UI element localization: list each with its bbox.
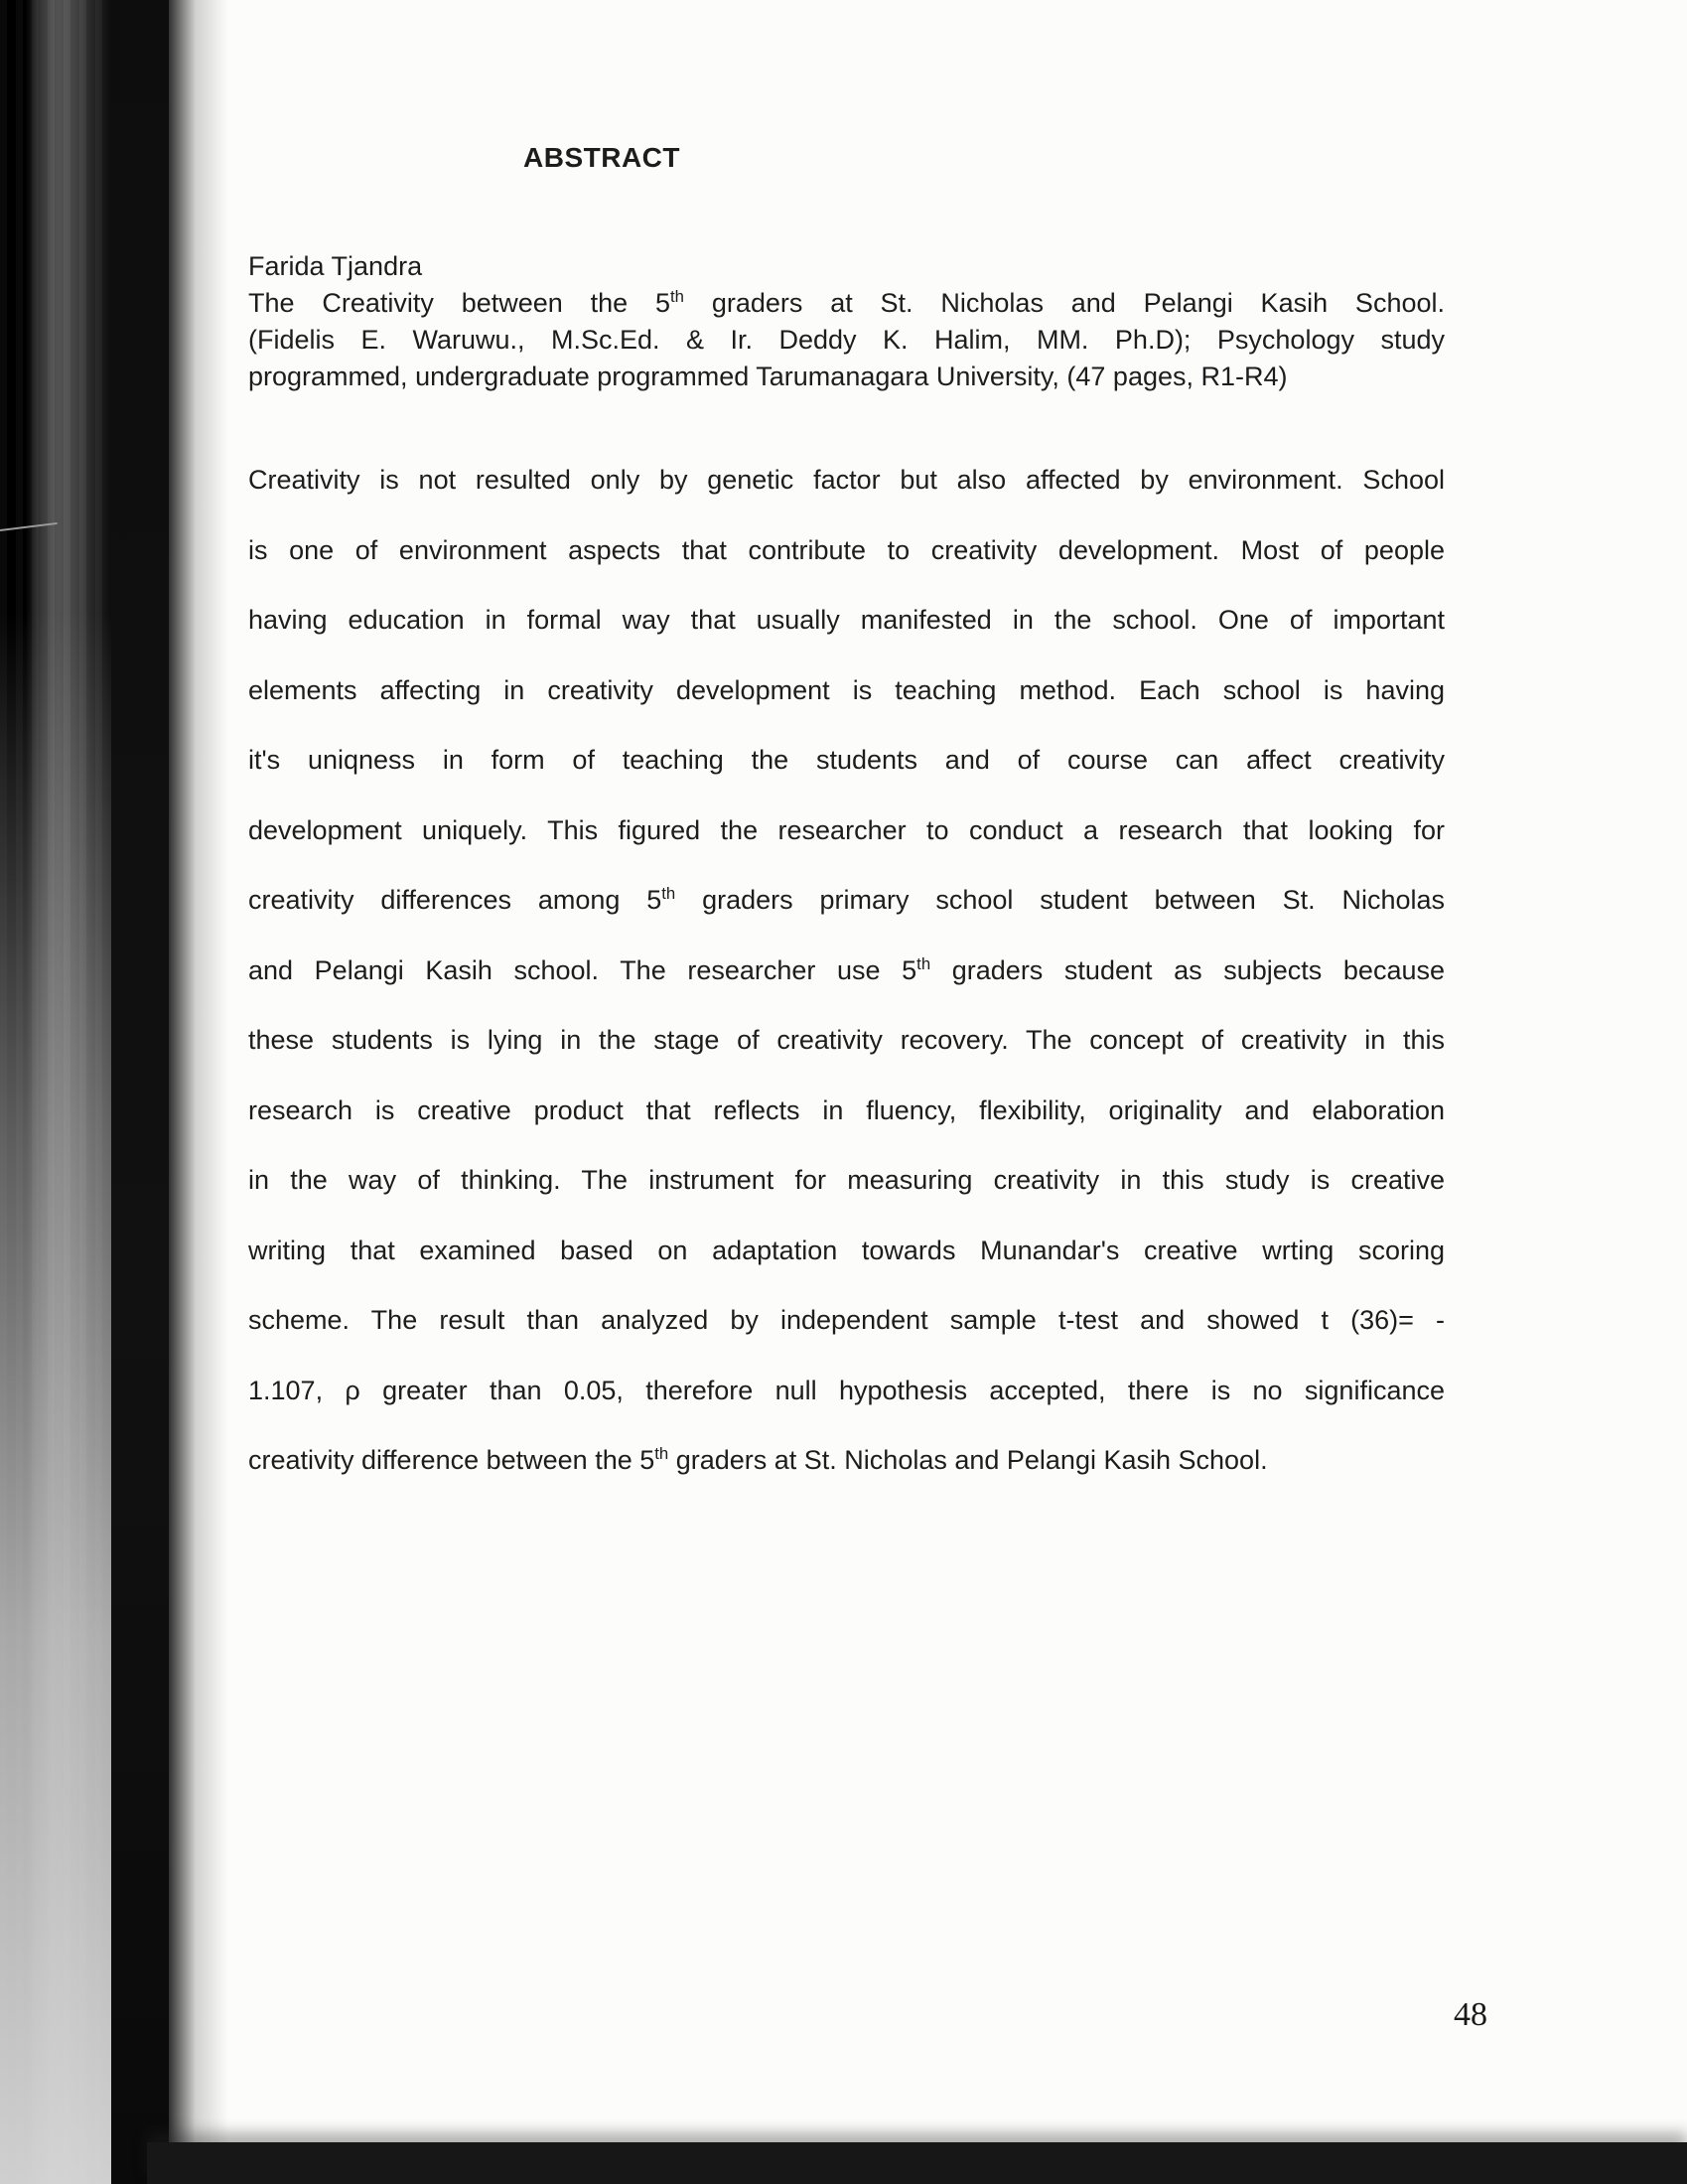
abstract-line: and Pelangi Kasih school. The researcher use 5th graders student as subjects because xyxy=(248,953,1445,985)
abstract-line: Creativity is not resulted only by genetic factor but also affected by environment. School xyxy=(248,465,1445,495)
bottom-scan-edge xyxy=(147,2142,1687,2184)
page-title: ABSTRACT xyxy=(523,142,680,173)
page-number: 48 xyxy=(1454,1996,1487,2033)
abstract-line: writing that examined based on adaptation towards Munandar's creative wrting scoring xyxy=(248,1235,1445,1265)
thesis-title-line: The Creativity between the 5th graders at St. Nicholas and Pelangi Kasih School. xyxy=(248,287,1445,318)
abstract-line: research is creative product that reflects in fluency, flexibility, originality and elaboration xyxy=(248,1094,1445,1125)
abstract-line: development uniquely. This figured the researcher to conduct a research that looking for xyxy=(248,814,1445,845)
abstract-line: elements affecting in creativity development is teaching method. Each school is having xyxy=(248,674,1445,705)
advisors-line: (Fidelis E. Waruwu., M.Sc.Ed. & Ir. Deddy K. Halim, MM. Ph.D); Psychology study xyxy=(248,325,1445,355)
binding-shadow-edge xyxy=(169,0,228,2184)
abstract-line: these students is lying in the stage of creativity recovery. The concept of creativity in this xyxy=(248,1025,1445,1055)
abstract-line: creativity differences among 5th graders primary school student between St. Nicholas xyxy=(248,884,1446,915)
abstract-line: having education in formal way that usually manifested in the school. One of important xyxy=(248,605,1445,635)
abstract-line: in the way of thinking. The instrument for measuring creativity in this study is creative xyxy=(248,1165,1445,1195)
abstract-body xyxy=(248,445,1445,1496)
abstract-line: is one of environment aspects that contribute to creativity development. Most of people xyxy=(248,534,1445,565)
abstract-line: 1.107, ρ greater than 0.05, therefore null hypothesis accepted, there is no significance xyxy=(248,1375,1445,1405)
abstract-line: it's uniqness in form of teaching the students and of course can affect creativity xyxy=(248,745,1445,775)
thesis-info-block xyxy=(248,248,1445,395)
abstract-line: scheme. The result than analyzed by independent sample t-test and showed t (36)= - xyxy=(248,1305,1445,1335)
program-line: programmed, undergraduate programmed Tarumanagara University, (47 pages, R1-R4) xyxy=(248,362,1288,391)
binding-shadow-core xyxy=(111,0,169,2184)
author-name: Farida Tjandra xyxy=(248,251,423,281)
abstract-line-last: creativity difference between the 5th graders at St. Nicholas and Pelangi Kasih School. xyxy=(248,1444,1268,1475)
